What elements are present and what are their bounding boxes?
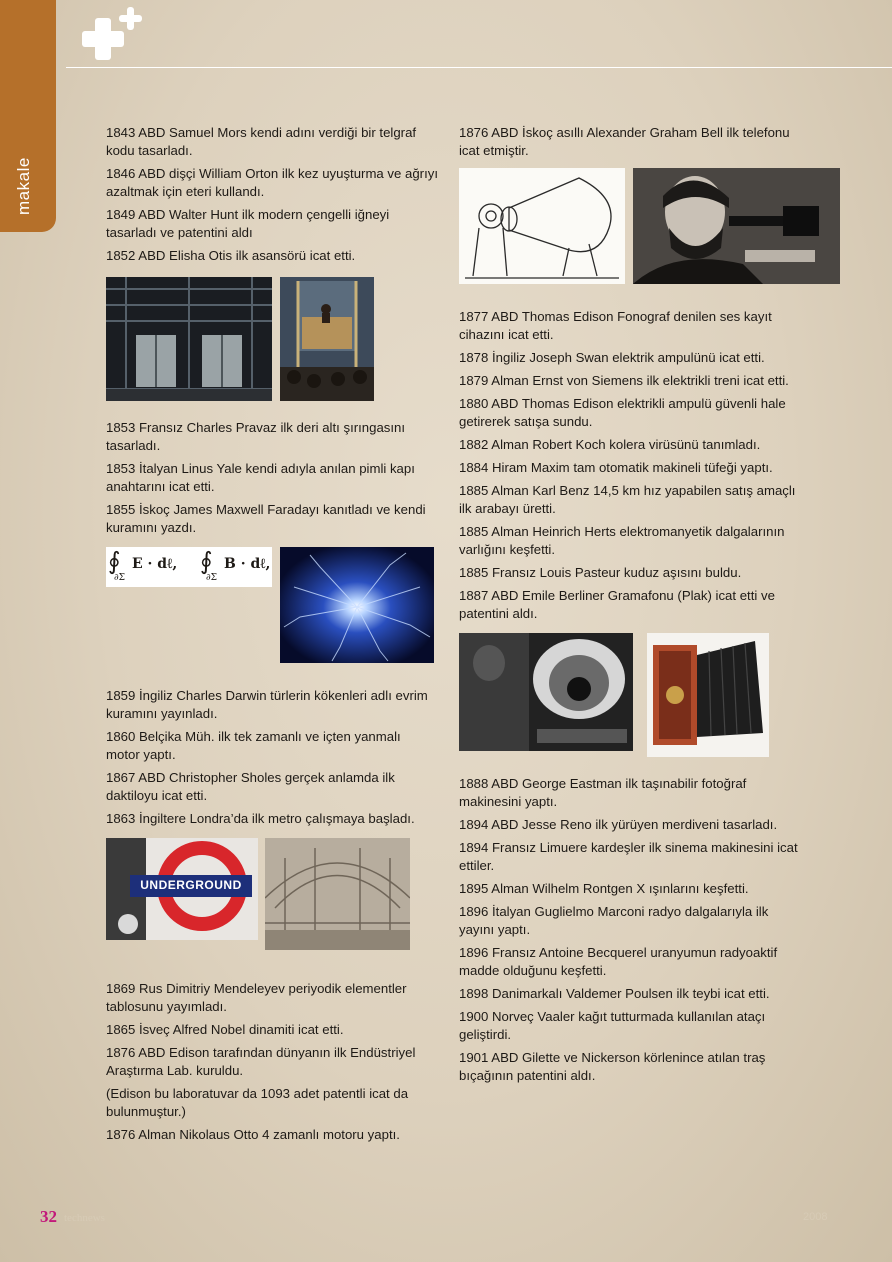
timeline-entry: (Edison bu laboratuvar da 1093 adet patentli icat da bulunmuştur.) bbox=[106, 1086, 409, 1119]
image-row-gramophone bbox=[459, 633, 804, 757]
timeline-entry: 1878 İngiliz Joseph Swan elektrik ampulünü icat etti. bbox=[459, 350, 765, 365]
page-number: 32 bbox=[40, 1207, 57, 1226]
timeline-entry: 1865 İsveç Alfred Nobel dinamiti icat etti. bbox=[106, 1022, 344, 1037]
timeline-entry: 1876 ABD Edison tarafından dünyanın ilk Endüstriyel Araştırma Lab. kuruldu. bbox=[106, 1045, 416, 1078]
timeline-entry: 1901 ABD Gilette ve Nickerson körlenince atılan traş bıçağının patentini aldı. bbox=[459, 1050, 766, 1083]
entry-group-3 bbox=[106, 687, 438, 828]
telephone-drawing-image bbox=[459, 168, 625, 284]
timeline-entry: 1885 Fransız Louis Pasteur kuduz aşısını buldu. bbox=[459, 565, 742, 580]
timeline-entry: 1884 Hiram Maxim tam otomatik makineli tüfeği yaptı. bbox=[459, 460, 773, 475]
integral-symbol: ∮ bbox=[200, 547, 213, 575]
timeline-entry: 1894 ABD Jesse Reno ilk yürüyen merdiveni tasarladı. bbox=[459, 817, 778, 832]
timeline-entry: 1900 Norveç Vaaler kağıt tutturmada kullanılan ataçı geliştirdi. bbox=[459, 1009, 766, 1042]
timeline-entry: 1896 Fransız Antoine Becquerel uranyumun radyoaktif madde olduğunu keşfetti. bbox=[459, 945, 778, 978]
maxwell-equations-image bbox=[106, 547, 272, 587]
image-row-elevators bbox=[106, 277, 438, 401]
entry-group-2 bbox=[106, 419, 438, 537]
timeline-entry: 1853 İtalyan Linus Yale kendi adıyla anılan pimli kapı anahtarını icat etti. bbox=[106, 461, 415, 494]
equation-b-text: B · dℓ, bbox=[224, 556, 271, 572]
section-tab bbox=[0, 0, 56, 232]
right-column bbox=[459, 124, 804, 1090]
timeline-entry: 1894 Fransız Limuere kardeşler ilk sinema makinesini icat ettiler. bbox=[459, 840, 798, 873]
timeline-entry: 1885 Alman Heinrich Herts elektromanyetik dalgalarının varlığını keşfetti. bbox=[459, 524, 785, 557]
image-row-metro bbox=[106, 838, 438, 950]
gramophone-image bbox=[459, 633, 633, 751]
timeline-entry: 1855 İskoç James Maxwell Faradayı kanıtladı ve kendi kuramını yazdı. bbox=[106, 502, 426, 535]
timeline-entry: 1869 Rus Dimitriy Mendeleyev periyodik elementler tablosunu yayımladı. bbox=[106, 981, 407, 1014]
timeline-entry: 1860 Belçika Müh. ilk tek zamanlı ve içten yanmalı motor yaptı. bbox=[106, 729, 401, 762]
camera-image bbox=[647, 633, 769, 757]
integral-symbol: ∮ bbox=[108, 547, 121, 575]
timeline-entry: 1853 Fransız Charles Pravaz ilk deri altı şırıngasını tasarladı. bbox=[106, 420, 406, 453]
timeline-entry: 1887 ABD Emile Berliner Gramafonu (Plak) icat etti ve patentini aldı. bbox=[459, 588, 775, 621]
timeline-entry: 1876 Alman Nikolaus Otto 4 zamanlı motoru yaptı. bbox=[106, 1127, 400, 1142]
underground-sign-image bbox=[106, 838, 258, 940]
timeline-entry: 1852 ABD Elisha Otis ilk asansörü icat etti. bbox=[106, 248, 356, 263]
entry-group-r2 bbox=[459, 308, 804, 623]
timeline-entry: 1880 ABD Thomas Edison elektrikli ampulü güvenli hale getirerek satışa sundu. bbox=[459, 396, 786, 429]
entry-group-1 bbox=[106, 124, 438, 265]
timeline-entry: 1898 Danimarkalı Valdemer Poulsen ilk teybi icat etti. bbox=[459, 986, 770, 1001]
timeline-entry: 1849 ABD Walter Hunt ilk modern çengelli iğneyi tasarladı ve patentini aldı bbox=[106, 207, 390, 240]
elevator-demo-image bbox=[280, 277, 374, 401]
metro-construction-image bbox=[265, 838, 410, 950]
entry-group-r1 bbox=[459, 124, 804, 160]
left-column bbox=[106, 124, 438, 1149]
timeline-entry: 1879 Alman Ernst von Siemens ilk elektrikli treni icat etti. bbox=[459, 373, 789, 388]
section-tab-label: makale bbox=[14, 157, 33, 215]
entry-group-4 bbox=[106, 980, 438, 1144]
plus-logo-small-icon bbox=[119, 7, 142, 30]
underground-sign-text: UNDERGROUND bbox=[140, 878, 242, 892]
timeline-entry: 1859 İngiliz Charles Darwin türlerin kökenleri adlı evrim kuramını yayınladı. bbox=[106, 688, 428, 721]
timeline-entry: 1885 Alman Karl Benz 14,5 km hız yapabilen satış amaçlı ilk arabayı üretti. bbox=[459, 483, 796, 516]
bell-photo-image bbox=[633, 168, 840, 284]
equation-e-text: E · dℓ, bbox=[132, 556, 178, 572]
integral-subscript: ∂Σ bbox=[206, 573, 218, 583]
timeline-entry: 1876 ABD İskoç asıllı Alexander Graham Bell ilk telefonu icat etmiştir. bbox=[459, 125, 790, 158]
issue-date: 2008 bbox=[803, 1211, 828, 1223]
timeline-entry: 1843 ABD Samuel Mors kendi adını verdiği bir telgraf kodu tasarladı. bbox=[106, 125, 417, 158]
image-row-maxwell bbox=[106, 547, 438, 663]
header-divider bbox=[66, 67, 892, 68]
timeline-entry: 1863 İngiltere Londra’da ilk metro çalışmaya başladı. bbox=[106, 811, 415, 826]
image-row-telephone bbox=[459, 168, 804, 286]
plasma-image bbox=[280, 547, 434, 663]
timeline-entry: 1877 ABD Thomas Edison Fonograf denilen ses kayıt cihazını icat etti. bbox=[459, 309, 772, 342]
plus-logo-icon bbox=[82, 18, 124, 60]
timeline-entry: 1882 Alman Robert Koch kolera virüsünü tanımladı. bbox=[459, 437, 761, 452]
magazine-name: technews bbox=[64, 1212, 105, 1224]
elevator-modern-image bbox=[106, 277, 272, 401]
timeline-entry: 1846 ABD dişçi William Orton ilk kez uyuşturma ve ağrıyı azaltmak için eteri kullandı. bbox=[106, 166, 438, 199]
timeline-entry: 1867 ABD Christopher Sholes gerçek anlamda ilk daktiloyu icat etti. bbox=[106, 770, 395, 803]
timeline-entry: 1895 Alman Wilhelm Rontgen X ışınlarını keşfetti. bbox=[459, 881, 749, 896]
timeline-entry: 1888 ABD George Eastman ilk taşınabilir fotoğraf makinesini yaptı. bbox=[459, 776, 747, 809]
entry-group-r3 bbox=[459, 775, 804, 1085]
timeline-entry: 1896 İtalyan Guglielmo Marconi radyo dalgalarıyla ilk yayını yaptı. bbox=[459, 904, 769, 937]
integral-subscript: ∂Σ bbox=[114, 573, 126, 583]
